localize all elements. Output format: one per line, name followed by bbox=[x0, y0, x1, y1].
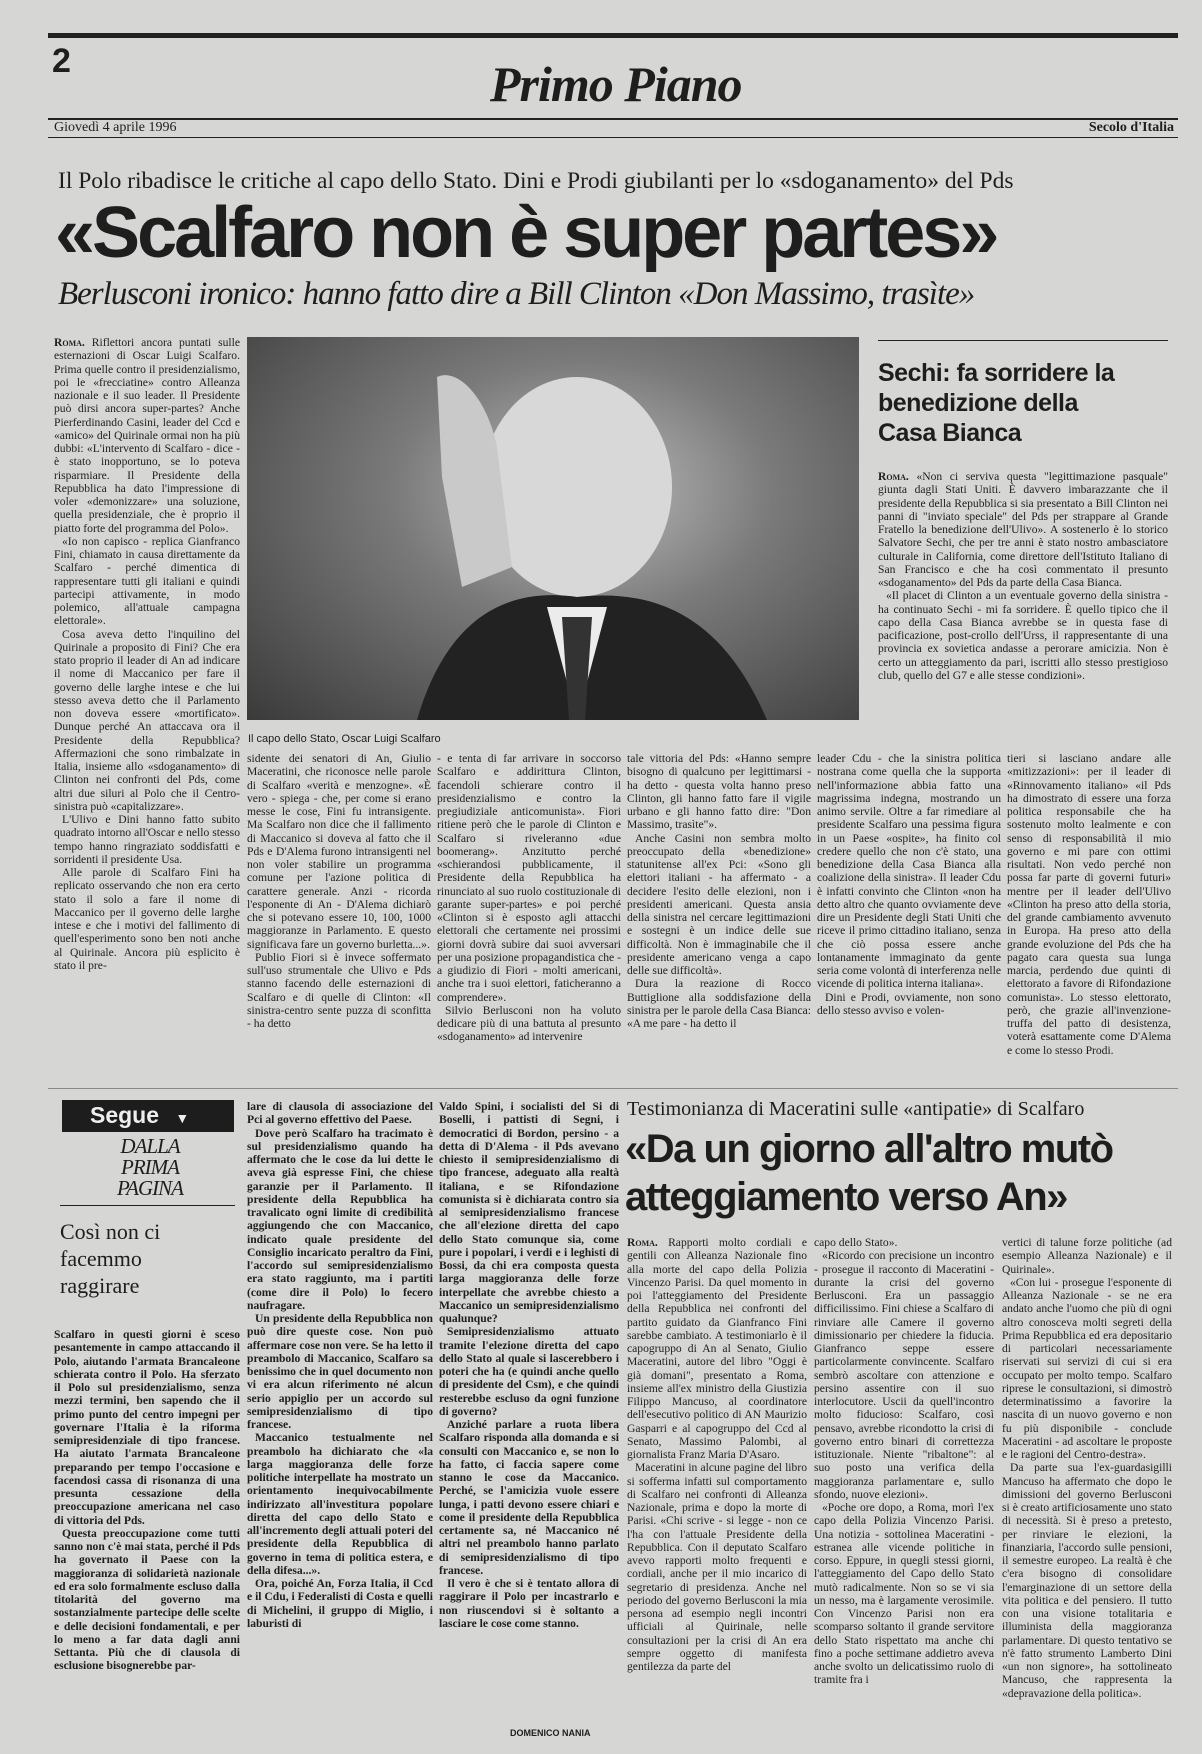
photo-caption: Il capo dello Stato, Oscar Luigi Scalfaro bbox=[248, 733, 441, 745]
main-article-col-5: leader Cdu - che la sinistra politica nostrana come quella che la supporta nell'informazione abbia fatto una magrissima indegna, mostrando un animo servile. Oltre a far rimediare al presidente Scalfaro una pessima figura in un Paese «ospite», ha finito col credere quello che non c'è stato, una benedizione della Casa Bianca alla coalizione della sinistra». Il leader Cdu è infatti convinto che Clinton «non ha detto altro che quanto ovviamente deve dire un Presidente degli Stati Uniti che riceve il primo cittadino italiano, senza che ciò possa essere anche lontanamente immaginato da gente seria come volontà di interferenza nelle vicende di politica interna italiana». Dini e Prodi, ovviamente, non sono dello stesso avviso e volen- bbox=[817, 752, 1001, 1017]
maceratini-col-3: vertici di talune forze politiche (ad esempio Alleanza Nazionale) e il Quirinale». «Con lui - prosegue l'esponente di Alleanza Nazionale - se ne era andato anche l'uomo che più di ogni altro conosceva molti segreti della Prima Repubblica ed era depositario di particolari necessariamente riservati sui servizi di cui si era occupato per molto tempo. Scalfaro riprese le consultazioni, si dimostrò determinatissimo a favorire la nascita di un nuovo governo e non fu più disponibile - conclude Maceratini - ad ascoltare le proposte e le ragioni del Centro-destra». Da parte sua l'ex-guardasigilli Mancuso ha affermato che dopo le dimissioni del governo Berlusconi si è creato artificiosamente uno stato di necessità. Si è preso a pretesto, per rinviare le elezioni, la finanziaria, l'accordo sulle pensioni, il semestre europeo. La realtà è che c'era bisogno di consolidare l'emarginazione di un settore della vita politica e del pensiero. Il tutto con una visione totalitaria e illuminista della maggioranza parlamentare. Di questo tentativo se n'è fatto strumento Lamberto Dini «un non signore», ha sottolineato Mancuso, che rappresenta la «depravazione della politica». bbox=[1002, 1236, 1172, 1700]
paper-name: Secolo d'Italia bbox=[1088, 120, 1174, 135]
editorial-col-2: lare di clausola di associazione del Pci al governo effettivo del Paese. Dove però Scalfaro ha tracimato è sul presidenzialismo quando ha affermato che le cose da lui dette le aveva già espresse Fini, che chiese garanzie per il Parlamento. Il presidente della Repubblica ha travalicato ogni limite di credibilità aggiungendo che con Maccanico, indicato quale presidente del Consiglio incaricato peraltro da Fini, l'accordo sul semipresidenzialismo era stato raggiunto, ma i partiti (come dire il Polo) lo fecero naufragare. Un presidente della Repubblica non può dire queste cose. Non può affermare cose non vere. Se ha letto il preambolo di Maccanico, Scalfaro sa benissimo che in quel documento non vi era alcun riferimento né alcun serio appiglio per un accordo sul semipresidenzialismo di tipo francese. Maccanico testualmente nel preambolo ha dichiarato che «la larga maggioranza delle forze politiche interpellate ha mostrato un orientamento inequivocabilmente indirizzato all'investitura popolare diretta del capo dello Stato e all'incremento degli attuali poteri del presidente della Repubblica di governo in tema di politica estera, e della difesa...». Ora, poiché An, Forza Italia, il Ccd e il Cdu, i Federalisti di Costa e quelli di Michelini, il gruppo di Miglio, i laburisti di bbox=[247, 1100, 433, 1630]
main-subhead: Berlusconi ironico: hanno fatto dire a Bill Clinton «Don Massimo, trasìte» bbox=[58, 276, 975, 312]
section-divider bbox=[48, 1088, 1178, 1089]
date-rule bbox=[48, 137, 1178, 138]
main-article-col-2: sidente dei senatori di An, Giulio Maceratini, che riconosce nelle parole di Scalfaro «verità e menzogne». «È vero - spiega - che, per come si erano messe le cose, Fini fu intransigente. Ma Scalfaro non dice che il fallimento di Maccanico si doveva al fatto che il Pds e D'Alema furono intransigenti nel non voler stabilire un programma comune per l'azione politica di carattere generale. Anzi - ricorda l'esponente di An - D'Alema dichiarò che si potevano essere 10, 100, 1000 maggioranze in Parlamento. E questo significava fare un governo burletta...». Publio Fiori si è invece soffermato sull'uso strumentale che Ulivo e Pds stanno facendo delle esternazioni di Scalfaro e di quelle di Clinton: «Il sinistra-centro sente puzza di sconfitta - ha detto bbox=[247, 752, 431, 1030]
sidebar-rule bbox=[878, 340, 1168, 341]
segue-subtitle: DALLA PRIMA PAGINA bbox=[117, 1134, 183, 1200]
scalfaro-photo bbox=[247, 337, 859, 720]
sidebar-body: Roma. «Non ci serviva questa "legittimazione pasquale" giunta dagli Stati Uniti. È davvero imbarazzante che il presidente della Repubblica si sia presentato a Bill Clinton nei panni di "inviato speciale" del Pds per strappare al Grande Fratello la benedizione dell'Ulivo». A sostenerlo è lo storico Salvatore Sechi, che per tre anni è stato nostro ambasciatore culturale in California, come direttore dell'Istituto Italiano di San Francisco e che ha così commentato il presunto «sdoganamento» del Pds da parte della Casa Bianca. «Il placet di Clinton a un eventuale governo della sinistra - ha continuato Sechi - mi fa sorridere. È quello tipico che il capo della Casa Bianca avrebbe se in questa fase di pacificazione, post-crollo dell'Urss, il rappresentante di una provincia ex sovietica andasse a perorare amicizia. Non è certo un atteggiamento da pari, iscritti allo stesso prestigioso club, quello del G7 e alle stesse condizioni». bbox=[878, 470, 1168, 682]
maceratini-headline: «Da un giorno all'altro mutò atteggiamento verso An» bbox=[625, 1127, 1113, 1219]
editorial-col-1: Scalfaro in questi giorni è sceso pesantemente in campo attaccando il Polo, aiutando l'armata Brancaleone schierata contro il Polo. Ha sferzato il Polo sul presidenzialismo, senza mezzi termini, ben sapendo che il primo punto del centro impegni per governare l'Italia è la riforma semipresidenziale di tipo francese. Ha aiutato l'armata Brancaleone preparando per tempo l'occasione e facendosi cassa di risonanza di una presunta cessazione della preoccupazione americana nel caso di vittoria del Pds. Questa preoccupazione come tutti sanno non c'è mai stata, perché il Pds ha governato il Paese con la maggioranza di solidarietà nazionale ed era solo formalmente escluso dalla titolarità del governo ma sostanzialmente partecipe delle scelte e delle decisioni fondamentali, e per lo meno a far data dagli anni Settanta. Più che di clausola di esclusione bisognerebbe par- bbox=[54, 1328, 240, 1673]
triangle-down-icon: ▼ bbox=[175, 1110, 190, 1126]
maceratini-col-1: Roma. Rapporti molto cordiali e gentili con Alleanza Nazionale fino alla morte del capo della Polizia Vincenzo Parisi. Da quel momento in poi l'atteggiamento del Presidente della Repubblica nei confronti del partito guidato da Gianfranco Fini sarebbe cambiato. A testimoniarlo è il capogruppo di An al Senato, Giulio Maceratini, autore del libro "Oggi è già domani", presentato a Roma, insieme all'ex ministro della Giustizia Filippo Mancuso, al coordinatore dell'esecutivo politico di AN Maurizio Gasparri e al capogruppo del Ccd al Senato, Massimo Palombi, al giornalista Franz Maria D'Asaro. Maceratini in alcune pagine del libro si sofferma infatti sul comportamento di Scalfaro nei confronti di Alleanza Nazionale, prima e dopo la morte di Parisi. «Chi scrive - si legge - non ce l'ha con l'attuale Presidente della Repubblica. Con il deputato Scalfaro avevo rapporti molto frequenti e cordiali, anche per il mio incarico di segretario di presidenza. Anche nel periodo del governo Berlusconi la mia persona ad esempio negli incontri ufficiali al Quirinale, nelle consultazioni per la crisi di An era sempre oggetto di manifesta gentilezza da parte del bbox=[627, 1236, 807, 1673]
portrait-figure bbox=[247, 337, 859, 720]
section-logo: Primo Piano bbox=[490, 56, 742, 112]
main-kicker: Il Polo ribadisce le critiche al capo dello Stato. Dini e Prodi giubilanti per lo «sdoganamento» del Pds bbox=[58, 168, 1014, 194]
editorial-col-3: Valdo Spini, i socialisti del Si di Boselli, i pattisti di Segni, i democratici di Bordon, persino - a detta di D'Alema - il Pds avevano chiesto il semipresidenzialismo di tipo francese, adeguato alla realtà italiana, e se Rifondazione comunista si è dichiarata contro sia al semipresidenzialismo francese che all'elezione diretta del capo dello Stato comunque sia, come pure i popolari, i verdi e i leghisti di Bossi, da chi era composta questa larga maggioranza delle forze interpellate che avrebbe chiesto a Maccanico un semipresidenzialismo qualunque? Semipresidenzialismo attuato tramite l'elezione diretta del capo dello Stato al quale si lascerebbero i poteri che ha (e quindi anche quello di presidente del Csm), e che quindi resterebbe escluso da ogni funzione di governo? Anziché parlare a ruota libera Scalfaro risponda alla domanda e si consulti con Maccanico e, se non lo ha fatto, ci faccia sapere come stanno le cose da Maccanico. Perché, se l'amicizia vuole essere lunga, i patti devono essere chiari e come il presidente della Repubblica certamente sa, né Maccanico né altri nel preambolo hanno parlato di semipresidenzialismo di tipo francese. Il vero è che si è tentato allora di raggirare il Polo per incastrarlo e non riuscendovi si è soltanto a lasciare le cose come stanno. bbox=[439, 1100, 619, 1630]
sidebar-headline: Sechi: fa sorridere la benedizione della Casa Bianca bbox=[878, 359, 1115, 447]
segue-rule bbox=[60, 1205, 235, 1206]
segue-label: Segue bbox=[90, 1102, 160, 1128]
top-rule bbox=[48, 33, 1178, 38]
masthead-rule bbox=[48, 118, 1178, 120]
editorial-title: Così non ci facemmo raggirare bbox=[60, 1219, 161, 1298]
main-article-col-6: tieri si lasciano andare alle «mitizzazioni»: per il leader di «Rinnovamento italiano» «il Pds ha dimostrato di essere una forza politica responsabile che ha sostenuto molto lealmente e con senso di responsabilità il mio governo e mi pare con ottimi risultati. Non vedo perché non possa far parte di governi futuri» mentre per il leader dell'Ulivo «Clinton ha preso atto della storia, del grande cambiamento avvenuto in Europa. Ha preso atto della grande evoluzione del Pds che ha pagato cara questa sua lunga marcia, perdendo due quinti di elettorato a favore di Rifondazione comunista». Lo stesso elettorato, però, che grazie all'invenzione-truffa del patto di desistenza, voterà esattamente come D'Alema e come lo stesso Prodi. bbox=[1007, 752, 1171, 1057]
main-headline: «Scalfaro non è super partes» bbox=[55, 193, 997, 273]
page-number: 2 bbox=[52, 42, 71, 80]
main-article-col-3: - e tenta di far arrivare in soccorso Scalfaro e addirittura Clinton, facendoli schierare contro il presidenzialismo e contro la pregiudiziale anticomunista». Fiori ritiene però che le parole di Clinton e Scalfaro si riveleranno «due boomerang». Anzitutto perché «schierandosi pubblicamente, il Presidente della Repubblica ha rinunciato al suo ruolo costituzionale di garante super-partes» e poi perché «Clinton si è esposto agli attacchi elettorali che certamente nei prossimi giorni dovrà subire dai suoi avversari per una posizione propagandistica che - a giudizio di Fiori - molti americani, anche tra i suoi elettori, faticheranno a comprendere». Silvio Berlusconi non ha voluto dedicare più di una battuta al presunto «sdoganamento» ad intervenire bbox=[437, 752, 621, 1044]
main-article-col-4: tale vittoria del Pds: «Hanno sempre bisogno di qualcuno per legittimarsi - ha detto - questa volta hanno preso Clinton, gli hanno fatto fare il vigile urbano e gli hanno fatto dire: "Don Massimo, trasìte"». Anche Casini non sembra molto preoccupato della «benedizione» statunitense all'ex Pci: «Sono gli elettori italiani - ha affermato - a decidere l'esito delle elezioni, non i presidenti americani. Questa ansia della sinistra nel cercare legittimazioni e sostegni è un indice delle sue difficoltà. Non è immaginabile che il presidente americano venga a capo delle sue difficoltà». Dura la reazione di Rocco Buttiglione alla soddisfazione della sinistra per le parole della Casa Bianca: «A me pare - ha detto il bbox=[627, 752, 811, 1030]
maceratini-col-2: capo dello Stato». «Ricordo con precisione un incontro - prosegue il racconto di Maceratini - durante la crisi del governo Berlusconi. Era un passaggio difficilissimo. Fini chiese a Scalfaro di rinviare alle Camere il governo dimissionario per chiedere la fiducia. Gianfranco seppe essere particolarmente convincente. Scalfaro sembrò ascoltare con attenzione e persino assentire con il suo interlocutore. Uscii da quell'incontro molto fiducioso: Scalfaro, così pensavo, avrebbe ricondotto la crisi di governo entro binari di correttezza istituzionale. Niente "ribaltone": al suo posto una verifica della maggioranza parlamentare e, sullo sfondo, nuove elezioni». «Poche ore dopo, a Roma, morì l'ex capo della Polizia Vincenzo Parisi. Una notizia - sottolinea Maceratini - estranea alle vicende politiche in corso. Eppure, in quegli stessi giorni, l'atteggiamento del Capo dello Stato mutò radicalmente. Non so se vi sia un nesso, ma è largamente verosimile. Con Vincenzo Parisi non era scomparso soltanto il grande servitore dello Stato rispettato ma anche chi fino a poche settimane addietro aveva anche svolto un delicatissimo ruolo di tramite fra i bbox=[814, 1236, 994, 1687]
editorial-author: DOMENICO NANIA bbox=[510, 1728, 591, 1738]
main-article-col-1: Roma. Riflettori ancora puntati sulle esternazioni di Oscar Luigi Scalfaro. Prima quelle contro il presidenzialismo, poi le «frecciatine» contro Alleanza nazionale e il suo leader. Il Presidente può dirsi ancora super-partes? Anche Pierferdinando Casini, leader del Ccd e «amico» del Quirinale ormai non ha più dubbi: «L'intervento di Scalfaro - dice - è stato inopportuno, se lo poteva risparmiare. Il Presidente della Repubblica ha dato l'impressione di voler «demonizzare» una soluzione, quella presidenziale, che è proprio il piatto forte del programma del Polo». «Io non capisco - replica Gianfranco Fini, chiamato in causa direttamente da Scalfaro - perché dimentica di rappresentare tutti gli italiani e quindi partecipi attivamente, in modo polemico, all'attuale campagna elettorale». Cosa aveva detto l'inquilino del Quirinale a proposito di Fini? Che era stato proprio il leader di An ad indicare il nome di Maccanico per fare il governo delle larghe intese e che lui stesso aveva detto che il Parlamento non doveva essere «mortificato». Dunque perché An attaccava ora il Presidente della Repubblica? Affermazioni che sono rimbalzate in Italia, insieme allo «sdoganamento» di Clinton nei confronti del Pds, come altri due siluri al Polo che il Centro-sinistra può «capitalizzare». L'Ulivo e Dini hanno fatto subito quadrato intorno all'Oscar e nello stesso tempo hanno ringraziato soddisfatti e sorridenti il presidente Usa. Alle parole di Scalfaro Fini ha replicato osservando che non era certo stato il solo a fare il nome di Maccanico per il governo delle larghe intese e che i motivi del fallimento di quell'esperimento sono ben noti anche al Quirinale. Ancora più esplicito è stato il pre- bbox=[54, 336, 240, 972]
issue-date: Giovedì 4 aprile 1996 bbox=[54, 120, 177, 135]
maceratini-kicker: Testimonianza di Maceratini sulle «antipatie» di Scalfaro bbox=[627, 1098, 1085, 1120]
segue-box bbox=[62, 1100, 234, 1132]
